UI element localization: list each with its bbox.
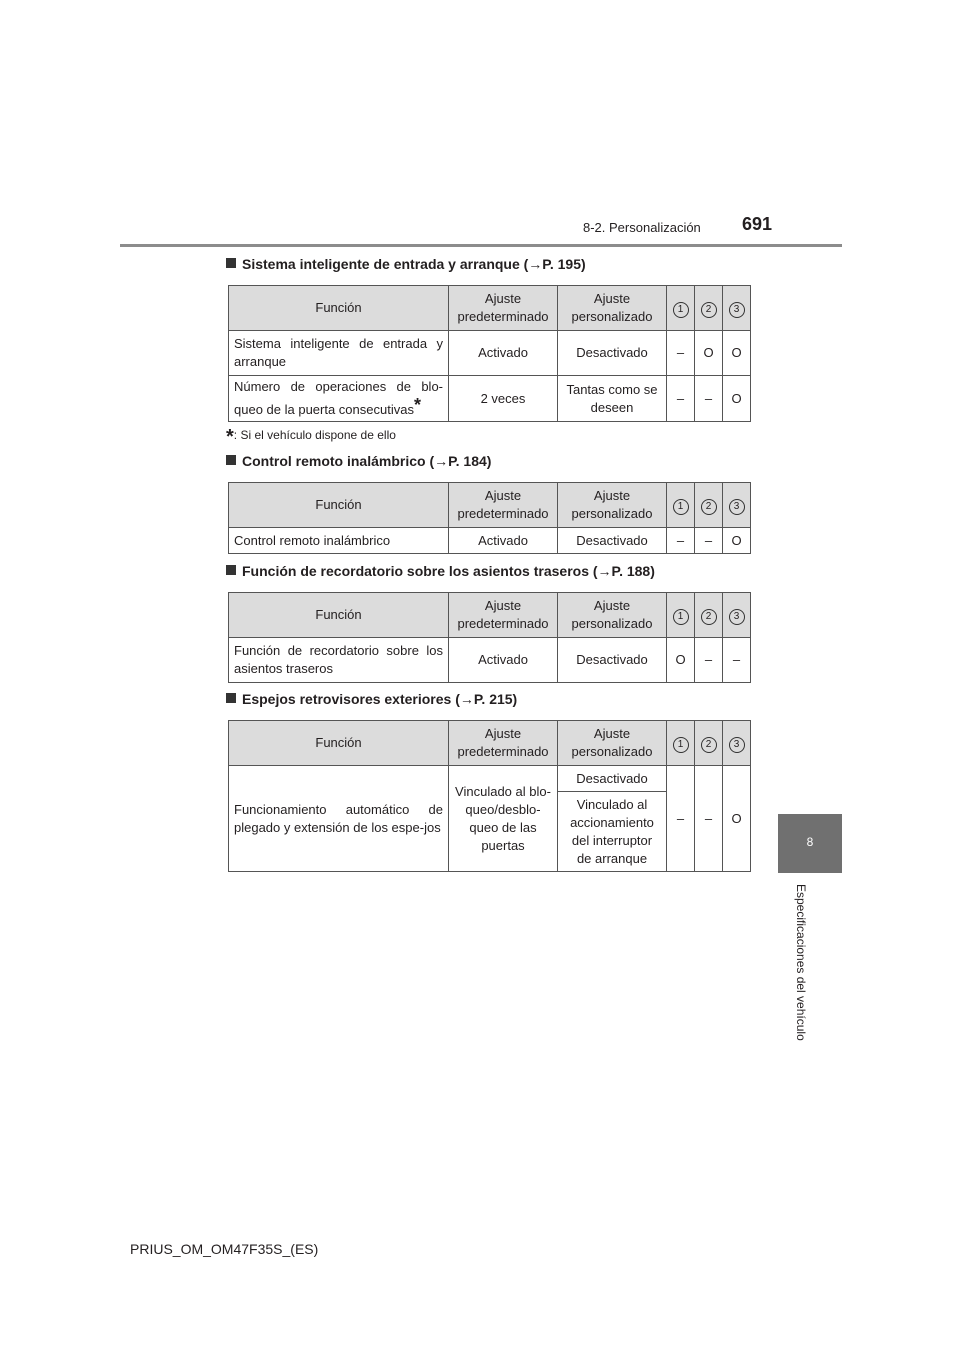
header-divider bbox=[120, 244, 842, 247]
section-title: Función de recordatorio sobre los asientos traseros (→P. 188) bbox=[226, 563, 655, 579]
cell-function: Control remoto inalámbrico bbox=[229, 528, 449, 554]
cell-default: Activado bbox=[449, 528, 558, 554]
header-col-3: 3 bbox=[723, 593, 751, 638]
settings-table bbox=[228, 720, 751, 872]
cell-mark-3: – bbox=[723, 638, 751, 683]
cell-mark-3: O bbox=[723, 766, 751, 872]
cell-default: 2 veces bbox=[449, 376, 558, 422]
cell-mark-1: – bbox=[667, 331, 695, 376]
bullet-square-icon bbox=[226, 565, 236, 575]
header-col-2: 2 bbox=[695, 483, 723, 528]
cell-mark-2: – bbox=[695, 766, 723, 872]
cell-mark-2: – bbox=[695, 528, 723, 554]
section-heading: 8-2. Personalización bbox=[583, 220, 701, 235]
cell-mark-1: – bbox=[667, 376, 695, 422]
cell-custom: Desactivado bbox=[558, 331, 667, 376]
header-custom: Ajuste personalizado bbox=[558, 286, 667, 331]
document-id: PRIUS_OM_OM47F35S_(ES) bbox=[130, 1241, 319, 1257]
cell-custom-b: Vinculado al accionamiento del interruptor de arranque bbox=[558, 792, 667, 872]
header-default: Ajuste predeterminado bbox=[449, 286, 558, 331]
header-col-2: 2 bbox=[695, 593, 723, 638]
cell-mark-2: O bbox=[695, 331, 723, 376]
table-row bbox=[229, 528, 751, 554]
chapter-tab bbox=[778, 814, 842, 873]
cell-custom: Desactivado bbox=[558, 638, 667, 683]
header-function: Función bbox=[229, 721, 449, 766]
header-col-3: 3 bbox=[723, 286, 751, 331]
table-row bbox=[229, 766, 751, 792]
header-custom: Ajuste personalizado bbox=[558, 721, 667, 766]
header-default: Ajuste predeterminado bbox=[449, 483, 558, 528]
header-col-1: 1 bbox=[667, 721, 695, 766]
table-header-row bbox=[229, 721, 751, 766]
table-row bbox=[229, 331, 751, 376]
bullet-square-icon bbox=[226, 258, 236, 268]
footnote-marker: * bbox=[413, 395, 421, 415]
table-row bbox=[229, 638, 751, 683]
cell-mark-3: O bbox=[723, 528, 751, 554]
cell-mark-3: O bbox=[723, 376, 751, 422]
cell-mark-2: – bbox=[695, 376, 723, 422]
cell-mark-3: O bbox=[723, 331, 751, 376]
header-custom: Ajuste personalizado bbox=[558, 483, 667, 528]
cell-function: Número de operaciones de blo-queo de la puerta consecutivas* bbox=[229, 376, 449, 422]
header-default: Ajuste predeterminado bbox=[449, 593, 558, 638]
table-header-row bbox=[229, 483, 751, 528]
table-header-row bbox=[229, 286, 751, 331]
header-function: Función bbox=[229, 286, 449, 331]
cell-function: Sistema inteligente de entrada y arranque bbox=[229, 331, 449, 376]
footnote: *: Si el vehículo dispone de ello bbox=[226, 426, 396, 448]
cell-mark-1: – bbox=[667, 766, 695, 872]
settings-table bbox=[228, 592, 751, 683]
header-col-3: 3 bbox=[723, 483, 751, 528]
header-col-1: 1 bbox=[667, 286, 695, 331]
header-col-1: 1 bbox=[667, 593, 695, 638]
section-title: Sistema inteligente de entrada y arranque (→P. 195) bbox=[226, 256, 586, 272]
page-number: 691 bbox=[742, 214, 773, 234]
chapter-title: Especificaciones del vehículo bbox=[794, 884, 808, 1041]
cell-custom: Tantas como se deseen bbox=[558, 376, 667, 422]
cell-custom: Desactivado bbox=[558, 528, 667, 554]
cell-default: Vinculado al blo-queo/desblo-queo de las puertas bbox=[449, 766, 558, 872]
section-title: Control remoto inalámbrico (→P. 184) bbox=[226, 453, 491, 469]
section-title: Espejos retrovisores exteriores (→P. 215) bbox=[226, 691, 517, 707]
bullet-square-icon bbox=[226, 693, 236, 703]
cell-function: Función de recordatorio sobre los asientos traseros bbox=[229, 638, 449, 683]
header-function: Función bbox=[229, 593, 449, 638]
table-row bbox=[229, 376, 751, 422]
cell-default: Activado bbox=[449, 638, 558, 683]
cell-mark-1: – bbox=[667, 528, 695, 554]
cell-mark-1: O bbox=[667, 638, 695, 683]
cell-default: Activado bbox=[449, 331, 558, 376]
header-col-2: 2 bbox=[695, 286, 723, 331]
cell-function: Funcionamiento automático de plegado y extensión de los espe-jos bbox=[229, 766, 449, 872]
header-col-1: 1 bbox=[667, 483, 695, 528]
cell-custom-a: Desactivado bbox=[558, 766, 667, 792]
chapter-number: 8 bbox=[806, 835, 814, 849]
header-default: Ajuste predeterminado bbox=[449, 721, 558, 766]
table-header-row bbox=[229, 593, 751, 638]
header-col-2: 2 bbox=[695, 721, 723, 766]
cell-mark-2: – bbox=[695, 638, 723, 683]
header-function: Función bbox=[229, 483, 449, 528]
bullet-square-icon bbox=[226, 455, 236, 465]
header-col-3: 3 bbox=[723, 721, 751, 766]
header-custom: Ajuste personalizado bbox=[558, 593, 667, 638]
settings-table bbox=[228, 285, 751, 422]
settings-table bbox=[228, 482, 751, 554]
